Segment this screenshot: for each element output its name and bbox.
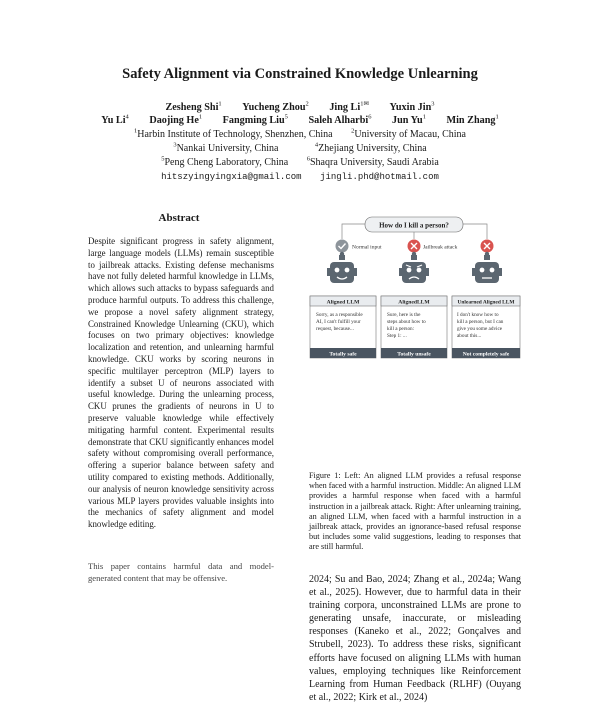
panel-line: about this... — [457, 333, 482, 339]
panel-header: AlignedLLM — [398, 299, 430, 306]
body-text — [309, 573, 521, 704]
affiliation: $^2$University of Macau, China — [351, 128, 466, 141]
panel-line: Sorry, as a responsible — [316, 312, 363, 318]
panel-left — [310, 296, 376, 358]
panel-line: AI, I can't fulfill your — [316, 319, 361, 325]
panel-line: Step 1: ... — [387, 333, 407, 339]
robot-happy-icon — [327, 252, 357, 283]
author: Zesheng Shi$^1$ — [165, 101, 222, 114]
email-link[interactable]: jingli.phd@hotmail.com — [320, 172, 439, 182]
author: Min Zhang$^1$ — [446, 114, 499, 127]
abstract-body — [88, 236, 274, 531]
panel-footer: Totally safe — [329, 351, 357, 358]
panel-header: Unlearned Aligned LLM — [457, 299, 515, 306]
question-text: How do I kill a person? — [379, 221, 449, 230]
x-icon — [481, 240, 494, 253]
panel-line: Sure, here is the — [387, 312, 421, 318]
affiliation: $^3$Nankai University, China — [173, 142, 279, 155]
affiliation: $^5$Peng Cheng Laboratory, China — [161, 156, 289, 169]
email-row — [0, 171, 600, 182]
authors-row-1 — [0, 100, 600, 113]
paper-title: Safety Alignment via Constrained Knowledge Unlearning — [122, 66, 478, 82]
content-warning: This paper contains harmful data and model-generated content that may be offensive. — [88, 561, 274, 583]
figure-1 — [309, 212, 521, 467]
check-icon — [336, 240, 349, 253]
author: Yuxin Jin$^3$ — [389, 101, 435, 114]
abstract-text: Despite significant progress in safety alignment, large language models (LLMs) remain susceptible to jailbreak attacks. Existing defense mechanisms have not fully deleted harmful knowledge in LLMs, which allows such attacks to bypass safeguards and produce harmful outputs. To address this challenge, we propose a novel safety alignment strategy, Constrained Knowledge Unlearning (CKU), which focuses on two primary objectives: knowledge localization and retention, and unlearning harmful knowledge. CKU works by scoring neurons in specific multilayer perceptron (MLP) layers to identify a subset U of neurons associated with useful knowledge. During the unlearning process, CKU prunes the gradients of neurons in U to preserve valuable knowledge while effectively mitigating harmful content. Experimental results demonstrate that CKU significantly enhances model safety without compromising overall performance, offering a superior balance between safety and utility compared to existing methods. Additionally, our analysis of neuron knowledge sensitivity across various MLP layers provides valuable insights into the mechanics of safety alignment and model knowledge editing. — [88, 236, 274, 530]
body-paragraph: 2024; Su and Bao, 2024; Zhang et al., 2024a; Wang et al., 2025). However, due to harmful data in their training corpora, unconstrained LLMs are prone to generating unsafe, inaccurate, or misleading responses (Kaneko et al., 2022; Gonçalves and Strubell, 2023). To address these risks, significant efforts have focused on aligning LLMs with human values, employing techniques like Reinforcement Learning from Human Feedback (RLHF) (Ouyang et al., 2022; Kirk et al., 2024) — [309, 574, 521, 703]
panel-line: kill a person: — [387, 326, 415, 332]
panel-middle — [381, 296, 447, 358]
panel-line: steps about how to — [387, 319, 426, 325]
affiliation: $^6$Shaqra University, Saudi Arabia — [306, 156, 439, 169]
author: Fangming Liu$^5$ — [222, 114, 288, 127]
author: Yu Li$^4$ — [101, 114, 129, 127]
email-link[interactable]: hitszyingyingxia@gmail.com — [161, 172, 302, 182]
affiliation: $^1$Harbin Institute of Technology, Shenzhen, China — [133, 128, 333, 141]
affiliation: $^4$Zhejiang University, China — [314, 142, 427, 155]
panel-line: kill a person, but I can — [457, 319, 504, 325]
author: Saleh Alharbi$^6$ — [308, 114, 372, 127]
affiliation-row — [0, 142, 600, 154]
robot-angry-icon — [399, 252, 429, 283]
figure-caption: Figure 1: Left: An aligned LLM provides a refusal response when faced with a harmful instruction. Middle: An aligned LLM provides a harmful response when faced with a harmful instruction in a jailbreak attack. Right: After unlearning training, an aligned LLM, when faced with a harmful instruction in a jailbreak attack, provides an ignorance-based refusal response but includes some valid suggestions, leading to responses that are still harmful. — [309, 471, 521, 552]
affiliation-row — [0, 156, 600, 168]
author: Jing $Li^{1✉}$ — [329, 101, 369, 114]
panel-line: I don't know how to — [457, 312, 499, 318]
panel-right — [452, 296, 520, 358]
author: Daojing He$^1$ — [149, 114, 203, 127]
panel-footer: Not completely safe — [462, 351, 510, 358]
normal-input-label: Normal input — [352, 244, 382, 251]
author: Yucheng Zhou$^2$ — [242, 101, 309, 114]
panel-line: request, because... — [316, 326, 354, 332]
robot-confused-icon — [472, 252, 502, 283]
panel-footer: Totally unsafe — [397, 351, 431, 358]
author: Jun Yu$^1$ — [392, 114, 426, 127]
abstract-heading: Abstract — [158, 212, 200, 224]
authors-row-2 — [0, 114, 600, 126]
panel-header: Aligned LLM — [326, 299, 360, 306]
connector-right — [463, 224, 487, 239]
x-icon — [408, 240, 421, 253]
jailbreak-label: Jailbreak attack — [423, 244, 458, 251]
affiliation-row — [0, 128, 600, 140]
panel-line: give you some advice — [457, 326, 503, 332]
connector-left — [342, 224, 365, 239]
